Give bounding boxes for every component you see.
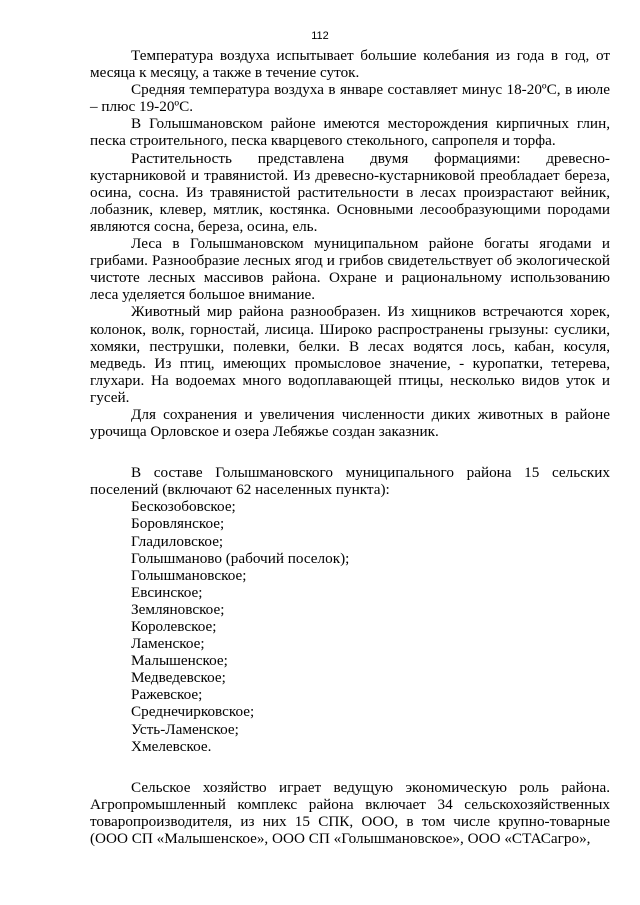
paragraph-vegetation: Растительность представлена двумя формациями: древесно-кустарниковой и травянистой. Из древесно-кустарниковой преобладает береза, осина, сосна. Из травянистой растительности в лесах произрастают вейник, лобазник, клевер, мятлик, костянка. Основными лесообразующими породами являются сосна, береза, осина, ель. <box>90 149 610 235</box>
paragraph-wildlife: Животный мир района разнообразен. Из хищников встречаются хорек, колонок, волк, горностай, лисица. Широко распространены грызуны: суслики, хомяки, пеструшки, полевки, белки. В лесах водятся лось, кабан, косуля, медведь. Из птиц, имеющих промысловое значение, - куропатки, тетерева, глухари. На водоемах много водоплавающей птицы, несколько видов уток и гусей. <box>90 303 610 406</box>
settlements-list <box>90 498 610 754</box>
document-body <box>90 47 610 847</box>
paragraph-agriculture: Сельское хозяйство играет ведущую экономическую роль района. Агропромышленный комплекс района включает 34 сельскохозяйственных товаропроизводителя, из них 15 СПК, ООО, в том числе крупно-товарные (ООО СП «Малышенское», ООО СП «Голышмановское», ООО «СТАСагро», <box>90 778 610 848</box>
paragraph-reserve: Для сохранения и увеличения численности диких животных в районе урочища Орловское и озера Лебяжье создан заказник. <box>90 405 610 441</box>
list-item: Хмелевское. <box>131 737 212 755</box>
list-item: Ламенское; <box>131 635 205 653</box>
list-item: Земляновское; <box>131 600 225 618</box>
spacer <box>90 440 610 464</box>
list-item: Ражевское; <box>131 686 203 704</box>
paragraph-forests: Леса в Голышмановском муниципальном районе богаты ягодами и грибами. Разнообразие лесных ягод и грибов свидетельствует об экологической чистоте лесных массивов района. Охране и рациональному использованию леса уделяется большое внимание. <box>90 235 610 304</box>
list-item: Гладиловское; <box>131 532 224 550</box>
list-item: Среднечирковское; <box>131 703 255 721</box>
list-item: Королевское; <box>131 618 217 635</box>
paragraph-mineral-deposits: В Голышмановском районе имеются месторождения кирпичных глин, песка строительного, песка кварцевого стекольного, сапропеля и торфа. <box>90 115 610 150</box>
paragraph-average-temperature: Средняя температура воздуха в январе составляет минус 18-20ºС, в июле – плюс 19-20ºС. <box>90 81 610 116</box>
paragraph-temperature-variation: Температура воздуха испытывает большие колебания из года в год, от месяца к месяцу, а также в течение суток. <box>90 47 610 82</box>
page-number: 112 <box>311 30 329 42</box>
list-item: Малышенское; <box>131 652 228 670</box>
list-item: Евсинское; <box>131 583 203 601</box>
list-item: Голышмановское; <box>131 566 247 584</box>
list-item: Боровлянское; <box>131 515 225 533</box>
list-item: Медведевское; <box>131 669 226 687</box>
list-item: Голышманово (рабочий поселок); <box>131 549 350 567</box>
list-item: Бескозобовское; <box>131 498 236 516</box>
list-item: Усть-Ламенское; <box>131 720 239 738</box>
spacer <box>90 755 610 779</box>
settlements-intro: В составе Голышмановского муниципального района 15 сельских поселений (включают 62 населенных пункта): <box>90 464 610 499</box>
